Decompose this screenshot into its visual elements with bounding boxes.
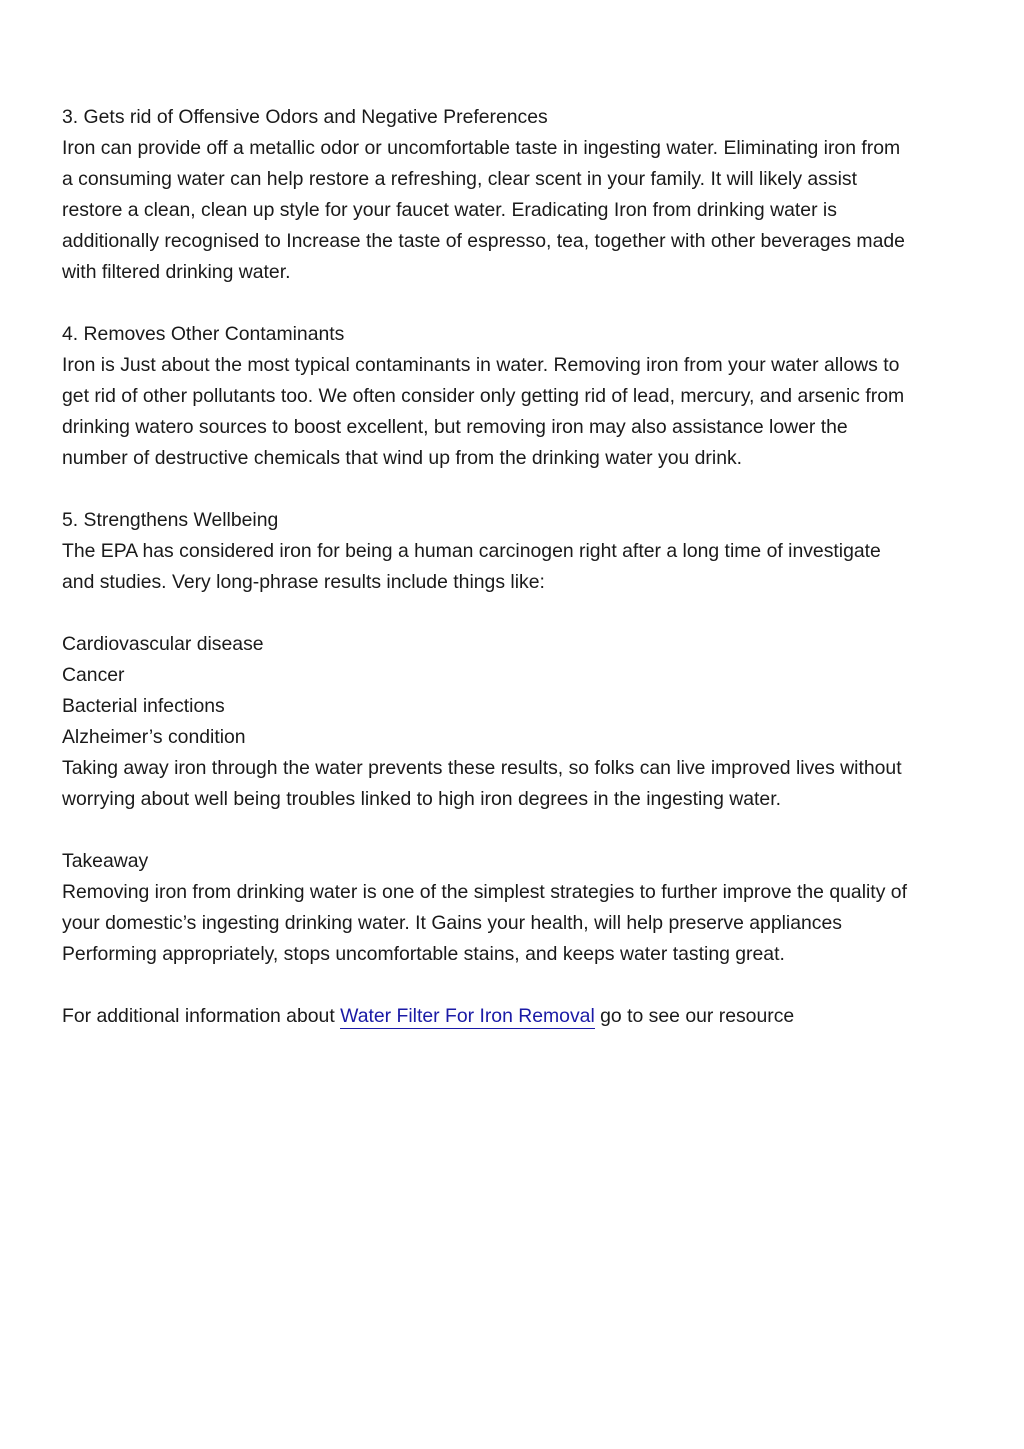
section-health-effects [62,629,972,815]
document-body [62,102,972,1063]
list-item: Bacterial infections [62,695,225,717]
section-heading: 4. Removes Other Contaminants [62,323,345,345]
footer-paragraph [62,1001,972,1032]
paragraph-line: Performing appropriately, stops uncomfortable stains, and keeps water tasting great. [62,943,785,965]
section-strengthens-wellbeing [62,505,972,598]
list-item: Alzheimer’s condition [62,726,246,748]
paragraph-line: additionally recognised to Increase the taste of espresso, tea, together with other beverages made [62,230,905,252]
paragraph-line: drinking watero sources to boost excellent, but removing iron may also assistance lower the [62,416,848,438]
paragraph-line: worrying about well being troubles linked to high iron degrees in the ingesting water. [62,788,781,810]
paragraph-line: number of destructive chemicals that wind up from the drinking water you drink. [62,447,743,469]
paragraph-line: restore a clean, clean up style for your faucet water. Eradicating Iron from drinking water is [62,199,837,221]
list-item: Cardiovascular disease [62,633,264,655]
paragraph-line: Iron is Just about the most typical contaminants in water. Removing iron from your water allows to [62,354,900,376]
paragraph-line: get rid of other pollutants too. We often consider only getting rid of lead, mercury, and arsenic from [62,385,905,407]
paragraph-line: The EPA has considered iron for being a human carcinogen right after a long time of investigate [62,540,881,562]
section-heading: 5. Strengthens Wellbeing [62,509,279,531]
section-heading: Takeaway [62,850,149,872]
section-takeaway [62,846,972,970]
list-item: Cancer [62,664,125,686]
paragraph-line: Iron can provide off a metallic odor or uncomfortable taste in ingesting water. Eliminating iron from [62,137,901,159]
section-other-contaminants [62,319,972,474]
paragraph-line: your domestic’s ingesting drinking water. It Gains your health, will help preserve appliances [62,912,842,934]
water-filter-link[interactable]: Water Filter For Iron Removal [340,1005,595,1027]
footer-suffix: go to see our resource [594,1005,795,1027]
footer-prefix: For additional information about [62,1005,341,1027]
paragraph-line: Removing iron from drinking water is one of the simplest strategies to further improve the quality of [62,881,907,903]
section-offensive-odors [62,102,972,288]
footer-line [62,1001,972,1032]
paragraph-line: with filtered drinking water. [62,261,291,283]
section-heading: 3. Gets rid of Offensive Odors and Negative Preferences [62,106,548,128]
paragraph-line: and studies. Very long-phrase results include things like: [62,571,545,593]
paragraph-line: a consuming water can help restore a refreshing, clear scent in your family. It will likely assist [62,168,857,190]
paragraph-line: Taking away iron through the water prevents these results, so folks can live improved lives without [62,757,902,779]
